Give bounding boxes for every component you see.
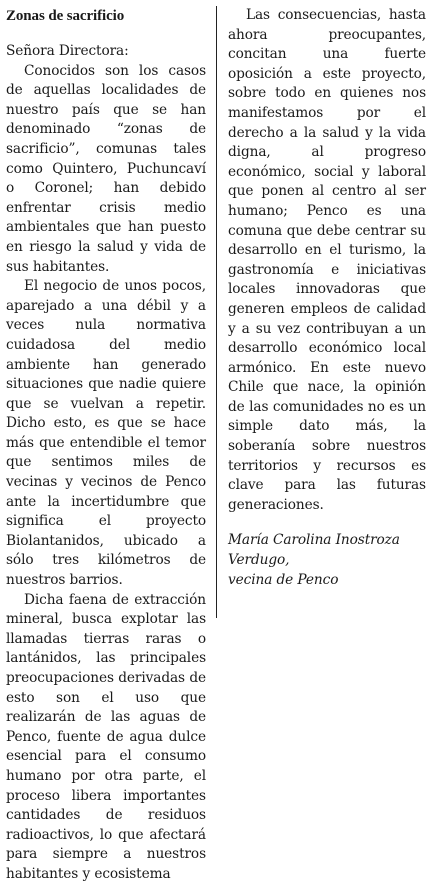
- signature-name: María Carolina Inostroza Verdugo,: [228, 532, 400, 569]
- paragraph-1: Conocidos son los casos de aquellas localidades de nuestro país que se han denominado “zonas de sacrificio”, comunas tales como Quintero, Puchuncaví o Coronel; han debido enfrentar crisis medio ambientales que han puesto en riesgo la salud y vida de sus habitantes.: [6, 62, 206, 275]
- paragraph-4: Las consecuencias, hasta ahora preocupantes, concitan una fuerte oposición a este proyecto, sobre todo en quienes nos manifestamos por el derecho a la salud y la vida digna, al progreso económico, social y laboral que ponen al centro al ser humano; Penco es una comuna que debe centrar su desarrollo en el turismo, la gastronomía e iniciativas locales innovadoras que generen empleos de calidad y a su vez contribuyan a un desarrollo económico local armónico. En este nuevo Chile que nace, la opinión de las comunidades no es un simple dato más, la soberanía sobre nuestros territorios y recursos es clave para las futuras generaciones.: [228, 7, 426, 513]
- paragraph-2: El negocio de unos pocos, aparejado a una débil y a veces nula normativa cuidadosa del medio ambiente han generado situaciones que nadie quiere que se vuelvan a repetir. Dicho esto, es que se hace más que entendible el temor que sentimos miles de vecinas y vecinos de Penco ante la incertidumbre que significa el proyecto Biolantanidos, ubicado a sólo tres kilómetros de nuestros barrios.: [6, 278, 206, 589]
- letter-title: Zonas de sacrificio: [6, 8, 125, 24]
- signature: [228, 531, 426, 590]
- paragraph-3: Dicha faena de extracción mineral, busca explotar las llamadas tierras raras o lantánidos, las principales preocupaciones derivadas de esto son el uso que realizarán de las aguas de Penco, fuente de agua dulce esencial para el consumo humano por otra parte, el proceso libera importantes cantidades de residuos radioactivos, lo que afectará para siempre a nuestros habitantes y ecosistema: [6, 591, 206, 882]
- left-column: [6, 6, 206, 885]
- right-column: [228, 6, 426, 590]
- column-divider: [216, 6, 217, 618]
- salutation: Señora Directora:: [6, 43, 129, 59]
- signature-place: vecina de Penco: [228, 571, 339, 588]
